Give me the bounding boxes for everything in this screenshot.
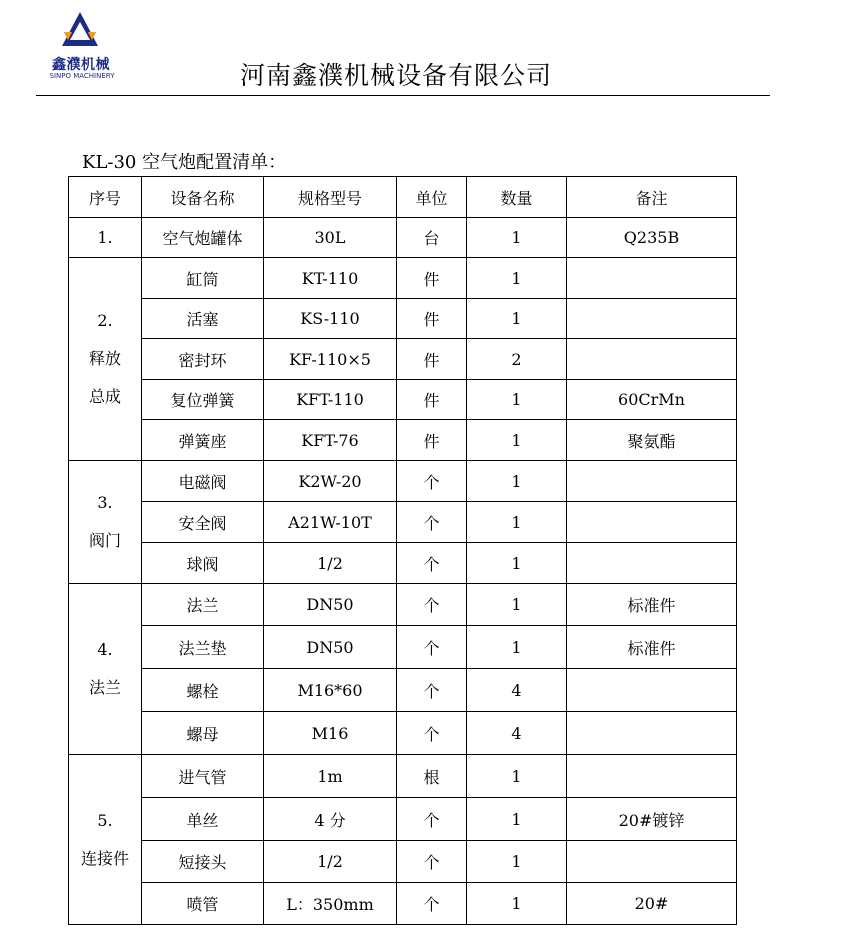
group-index-cell [69,218,142,258]
cell-name: 螺栓 [142,669,264,712]
cell-note [567,669,737,712]
cell-unit: 个 [397,798,467,841]
group-label: 法兰 [88,678,121,697]
cell-qty: 1 [467,299,567,339]
table-row [69,420,737,461]
group-number: 3. [97,493,113,512]
cell-name: 法兰 [142,584,264,626]
cell-unit: 个 [397,883,467,925]
cell-note: 60CrMn [567,380,737,420]
cell-name: 活塞 [142,299,264,339]
table-row [69,669,737,712]
cell-note [567,258,737,299]
cell-name: 进气管 [142,755,264,798]
cell-spec: M16*60 [264,669,397,712]
header-index: 序号 [69,177,142,218]
cell-spec: A21W-10T [264,502,397,543]
table-row [69,258,737,299]
cell-unit: 件 [397,339,467,380]
company-name: 河南鑫濮机械设备有限公司 [240,61,553,90]
table-row [69,798,737,841]
document-title: KL-30 空气炮配置清单： [82,152,287,173]
cell-qty: 4 [467,669,567,712]
cell-spec: KS-110 [264,299,397,339]
table-row [69,755,737,798]
cell-note [567,543,737,584]
table-row [69,380,737,420]
cell-spec: KT-110 [264,258,397,299]
group-label: 释放 [88,349,121,368]
company-logo [40,10,120,86]
cell-spec: KFT-110 [264,380,397,420]
cell-name: 密封环 [142,339,264,380]
group-number: 1. [97,227,113,247]
cell-spec: KFT-76 [264,420,397,461]
cell-spec: M16 [264,712,397,755]
cell-spec: 1/2 [264,841,397,883]
cell-note: 标准件 [567,584,737,626]
cell-name: 喷管 [142,883,264,925]
table-row [69,883,737,925]
cell-qty: 1 [467,883,567,925]
cell-unit: 根 [397,755,467,798]
cell-name: 球阀 [142,543,264,584]
cell-unit: 件 [397,258,467,299]
table-row [69,712,737,755]
table-row [69,626,737,669]
table-row [69,461,737,502]
cell-note: 20# [567,883,737,925]
cell-spec: L：350mm [264,883,397,925]
cell-name: 弹簧座 [142,420,264,461]
cell-unit: 个 [397,584,467,626]
group-label: 连接件 [80,848,129,868]
header-divider [36,95,770,96]
group-index-cell [69,461,142,584]
cell-note [567,299,737,339]
cell-spec: 4 分 [264,798,397,841]
cell-name: 螺母 [142,712,264,755]
group-label: 阀门 [88,531,121,550]
cell-name: 法兰垫 [142,626,264,669]
group-number: 4. [97,640,113,659]
group-index-cell [69,258,142,461]
table-row [69,841,737,883]
table-row [69,543,737,584]
cell-unit: 个 [397,461,467,502]
group-index-cell [69,755,142,925]
cell-unit: 个 [397,841,467,883]
cell-spec: 1m [264,755,397,798]
cell-name: 电磁阀 [142,461,264,502]
cell-qty: 1 [467,258,567,299]
cell-unit: 件 [397,299,467,339]
cell-unit: 件 [397,420,467,461]
configuration-table [68,176,737,925]
logo-text-cn: 鑫濮机械 [52,57,110,73]
cell-name: 复位弹簧 [142,380,264,420]
cell-qty: 2 [467,339,567,380]
table-row [69,299,737,339]
table-header-row [69,177,737,218]
cell-spec: DN50 [264,584,397,626]
cell-name: 安全阀 [142,502,264,543]
cell-name: 空气炮罐体 [142,218,264,258]
table-row [69,502,737,543]
table-body [69,218,737,925]
cell-qty: 4 [467,712,567,755]
cell-note: Q235B [567,218,737,258]
cell-name: 单丝 [142,798,264,841]
group-number: 5. [97,810,113,830]
cell-unit: 个 [397,669,467,712]
header-note: 备注 [567,177,737,218]
cell-unit: 台 [397,218,467,258]
cell-note: 标准件 [567,626,737,669]
cell-qty: 1 [467,502,567,543]
cell-note [567,502,737,543]
cell-spec: 30L [264,218,397,258]
cell-spec: KF-110×5 [264,339,397,380]
group-number: 2. [97,311,113,330]
cell-note: 20#镀锌 [567,798,737,841]
header-spec: 规格型号 [264,177,397,218]
cell-unit: 个 [397,502,467,543]
cell-unit: 个 [397,543,467,584]
logo-text-en: SINPO MACHINERY [49,72,115,80]
cell-qty: 1 [467,420,567,461]
table-row [69,339,737,380]
cell-qty: 1 [467,543,567,584]
cell-note [567,841,737,883]
cell-note [567,712,737,755]
cell-qty: 1 [467,755,567,798]
header-unit: 单位 [397,177,467,218]
cell-spec: 1/2 [264,543,397,584]
cell-unit: 个 [397,712,467,755]
cell-qty: 1 [467,380,567,420]
cell-qty: 1 [467,841,567,883]
cell-spec: K2W-20 [264,461,397,502]
table-row [69,218,737,258]
table-row [69,584,737,626]
cell-name: 缸筒 [142,258,264,299]
header-qty: 数量 [467,177,567,218]
cell-qty: 1 [467,798,567,841]
cell-name: 短接头 [142,841,264,883]
group-label: 总成 [88,387,121,406]
cell-qty: 1 [467,584,567,626]
cell-note [567,339,737,380]
cell-unit: 个 [397,626,467,669]
cell-note [567,755,737,798]
group-index-cell [69,584,142,755]
cell-spec: DN50 [264,626,397,669]
header-name: 设备名称 [142,177,264,218]
cell-unit: 件 [397,380,467,420]
cell-qty: 1 [467,461,567,502]
cell-note [567,461,737,502]
logo-mark-icon [58,10,102,50]
cell-note: 聚氨酯 [567,420,737,461]
cell-qty: 1 [467,218,567,258]
cell-qty: 1 [467,626,567,669]
